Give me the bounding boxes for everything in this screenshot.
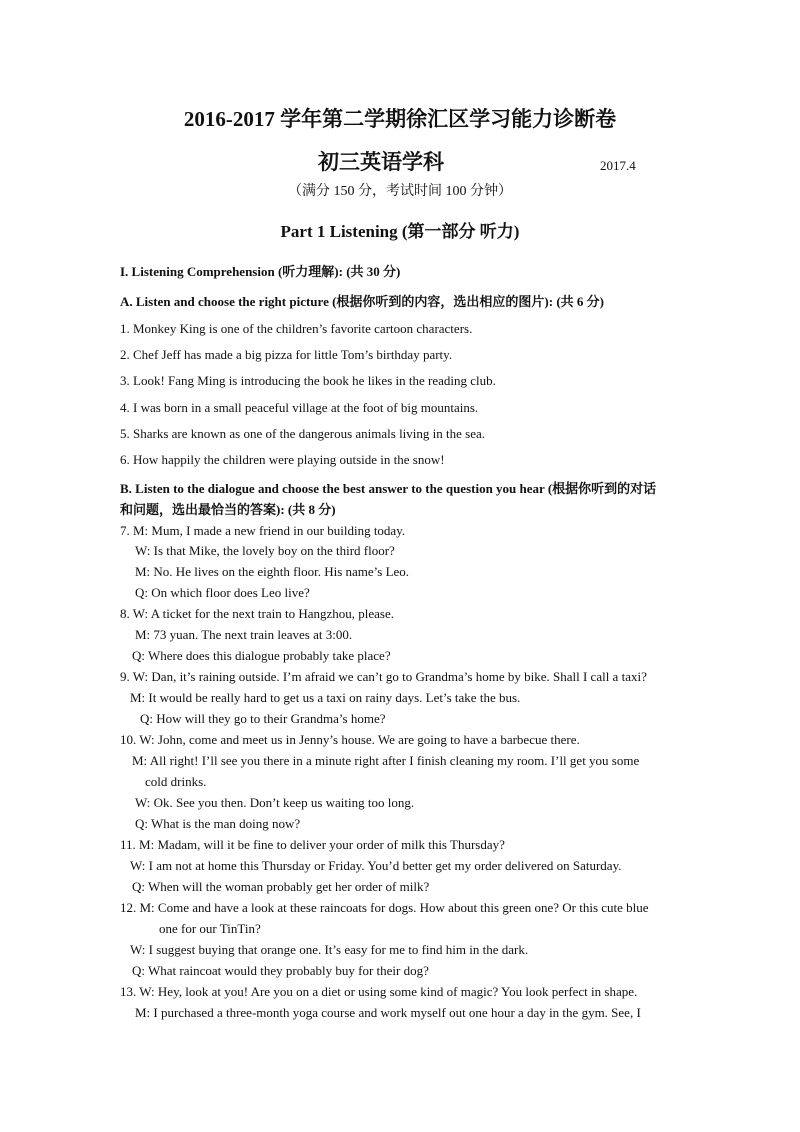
dialogue-line: Q: When will the woman probably get her order of milk?: [132, 879, 430, 894]
dialogue-line: W: Is that Mike, the lovely boy on the third floor?: [135, 543, 395, 558]
dialogue-line: 8. W: A ticket for the next train to Hangzhou, please.: [120, 606, 395, 621]
dialogue-line: one for our TinTin?: [159, 921, 261, 936]
section-b-heading: B. Listen to the dialogue and choose the best answer to the question you hear (根据你听到的对话: [120, 481, 657, 496]
section-i-heading: I. Listening Comprehension (听力理解): (共 30 分): [120, 264, 401, 279]
dialogue-line: W: Ok. See you then. Don’t keep us waiting too long.: [135, 795, 415, 810]
dialogue-line: Q: Where does this dialogue probably take place?: [132, 648, 391, 663]
dialogue-line: M: No. He lives on the eighth floor. His name’s Leo.: [135, 564, 410, 579]
dialogue-line: W: I am not at home this Thursday or Friday. You’d better get my order delivered on Saturday.: [130, 858, 622, 873]
dialogue-line: 12. M: Come and have a look at these raincoats for dogs. How about this green one? Or this cute blue: [120, 900, 649, 915]
dialogue-line: Q: What is the man doing now?: [135, 816, 301, 831]
dialogue-line: Q: On which floor does Leo live?: [135, 585, 310, 600]
section-b-heading-cont: 和问题，选出最恰当的答案): (共 8 分): [120, 502, 336, 517]
exam-subject: 初三英语学科: [318, 150, 444, 174]
dialogue-line: 10. W: John, come and meet us in Jenny’s house. We are going to have a barbecue there.: [120, 732, 580, 747]
question-1: 1. Monkey King is one of the children’s favorite cartoon characters.: [120, 321, 473, 336]
dialogue-line: 11. M: Madam, will it be fine to deliver your order of milk this Thursday?: [120, 837, 505, 852]
exam-date: 2017.4: [600, 158, 636, 173]
section-a-heading: A. Listen and choose the right picture (根据你听到的内容，选出相应的图片): (共 6 分): [120, 294, 604, 309]
dialogue-line: M: I purchased a three-month yoga course and work myself out one hour a day in the gym. See, I: [135, 1005, 641, 1020]
dialogue-line: 9. W: Dan, it’s raining outside. I’m afraid we can’t go to Grandma’s home by bike. Shall I call a taxi?: [120, 669, 647, 684]
exam-title: 2016-2017 学年第二学期徐汇区学习能力诊断卷: [183, 107, 617, 131]
dialogue-line: Q: What raincoat would they probably buy for their dog?: [132, 963, 429, 978]
dialogue-line: M: 73 yuan. The next train leaves at 3:00.: [135, 627, 353, 642]
dialogue-line: Q: How will they go to their Grandma’s home?: [140, 711, 386, 726]
question-6: 6. How happily the children were playing outside in the snow!: [120, 452, 445, 467]
dialogue-line: M: All right! I’ll see you there in a minute right after I finish cleaning my room. I’ll get you some: [132, 753, 640, 768]
question-3: 3. Look! Fang Ming is introducing the book he likes in the reading club.: [120, 373, 496, 388]
dialogue-line: cold drinks.: [145, 774, 207, 789]
question-5: 5. Sharks are known as one of the dangerous animals living in the sea.: [120, 426, 485, 441]
dialogue-line: 13. W: Hey, look at you! Are you on a diet or using some kind of magic? You look perfect in shape.: [120, 984, 638, 999]
part1-heading: Part 1 Listening (第一部分 听力): [280, 222, 520, 241]
question-2: 2. Chef Jeff has made a big pizza for little Tom’s birthday party.: [120, 347, 453, 362]
dialogue-line: M: It would be really hard to get us a taxi on rainy days. Let’s take the bus.: [130, 690, 521, 705]
dialogue-line: 7. M: Mum, I made a new friend in our building today.: [120, 523, 406, 538]
dialogue-line: W: I suggest buying that orange one. It’s easy for me to find him in the dark.: [130, 942, 529, 957]
question-4: 4. I was born in a small peaceful village at the foot of big mountains.: [120, 400, 479, 415]
score-note: （满分 150 分，考试时间 100 分钟）: [288, 184, 512, 199]
